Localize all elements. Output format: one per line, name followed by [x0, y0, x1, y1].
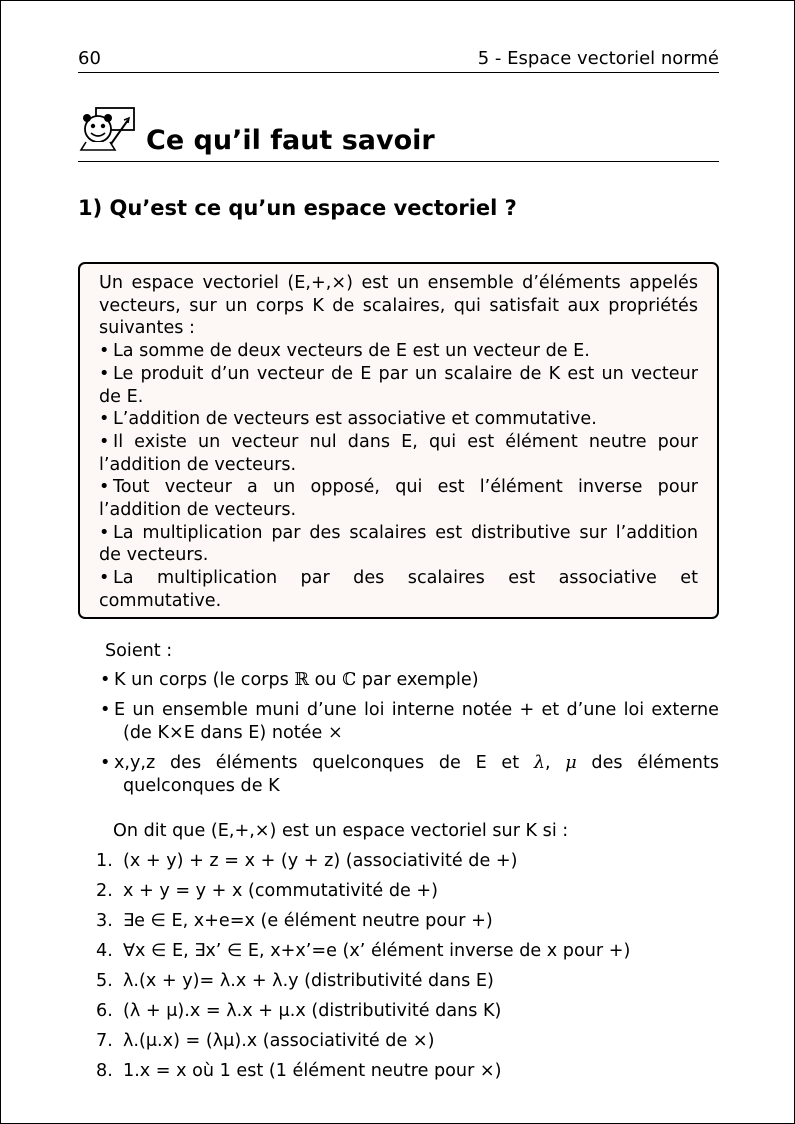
definition-intro: Un espace vectoriel (E,+,×) est un ensemble d’éléments appelés vecteurs, sur un corps K de scalaires, qui satisfait aux propriétés suivantes :	[99, 273, 698, 339]
hypothesis-item: • E un ensemble muni d’une loi interne notée + et d’une loi externe (de K×E dans E) notée ×	[100, 700, 719, 743]
axiom-item: 2. x + y = y + x (commutativité de +)	[96, 881, 439, 901]
axiom-item: 3. ∃e ∈ E, x+e=x (e élément neutre pour +)	[96, 911, 493, 931]
definition-bullet: •La multiplication par des scalaires est distributive sur l’addition de vecteurs.	[99, 522, 698, 567]
hypothesis-item: • K un corps (le corps ℝ ou ℂ par exemple)	[100, 670, 479, 690]
page-number: 60	[78, 48, 101, 69]
subsection-title: 1) Qu’est ce qu’un espace vectoriel ?	[78, 196, 517, 220]
chapter-title: 5 - Espace vectoriel normé	[477, 48, 719, 69]
axiom-item: 8. 1.x = x où 1 est (1 élément neutre pour ×)	[96, 1061, 502, 1081]
mascot-teacher-icon	[78, 106, 136, 152]
bullet-icon	[99, 408, 113, 431]
bullet-icon	[99, 340, 113, 363]
axiom-item: 4. ∀x ∈ E, ∃x’ ∈ E, x+x’=e (x’ élément inverse de x pour +)	[96, 941, 631, 961]
hypotheses-list	[86, 669, 719, 805]
bullet-icon	[99, 476, 113, 499]
definition-bullet: •Tout vecteur a un opposé, qui est l’élément inverse pour l’addition de vecteurs.	[99, 476, 698, 521]
bullet-icon	[99, 431, 113, 454]
axiom-item: 5. λ.(x + y)= λ.x + λ.y (distributivité dans E)	[96, 971, 494, 991]
section-heading	[78, 106, 719, 162]
section-title: Ce qu’il faut savoir	[146, 125, 435, 156]
definition-bullet: •Le produit d’un vecteur de E par un scalaire de K est un vecteur de E.	[99, 363, 698, 408]
axiom-item: 7. λ.(μ.x) = (λμ).x (associativité de ×)	[96, 1031, 435, 1051]
axioms-list	[96, 849, 716, 1089]
axiom-item: 1. (x + y) + z = x + (y + z) (associativité de +)	[96, 851, 518, 871]
bullet-icon	[99, 567, 113, 590]
hypothesis-item: • x,y,z des éléments quelconques de E et λ, μ des éléments quelconques de K	[100, 753, 720, 796]
definition-bullet: •La multiplication par des scalaires est associative et commutative.	[99, 567, 698, 612]
definition-bullet: •L’addition de vecteurs est associative et commutative.	[99, 408, 698, 431]
bullet-icon	[99, 363, 113, 386]
soient-label: Soient :	[105, 641, 173, 661]
definition-statement: On dit que (E,+,×) est un espace vectoriel sur K si :	[113, 821, 569, 841]
running-header	[78, 48, 719, 73]
bullet-icon	[99, 522, 113, 545]
definition-bullet: •La somme de deux vecteurs de E est un vecteur de E.	[99, 340, 698, 363]
axiom-item: 6. (λ + μ).x = λ.x + μ.x (distributivité dans K)	[96, 1001, 502, 1021]
definition-bullet: •Il existe un vecteur nul dans E, qui est élément neutre pour l’addition de vecteurs.	[99, 431, 698, 476]
definition-box	[78, 262, 719, 619]
